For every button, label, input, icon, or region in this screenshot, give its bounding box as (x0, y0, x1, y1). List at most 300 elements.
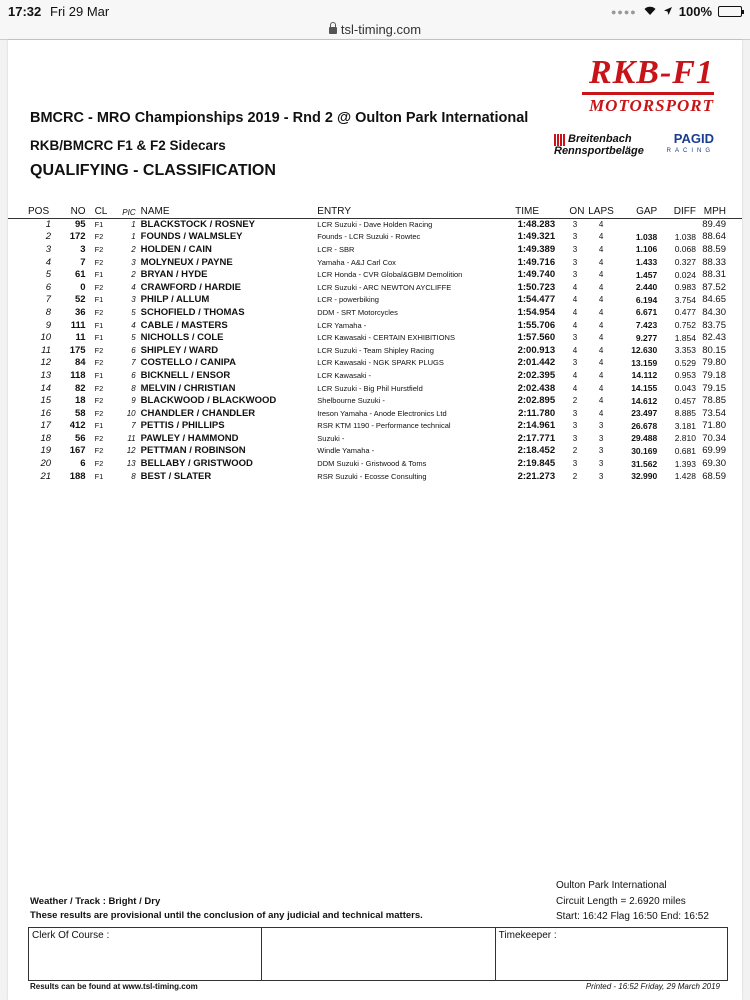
cell-gap: 29.488 (631, 433, 658, 444)
cell-mph: 84.30 (702, 306, 726, 318)
cell-mph: 78.85 (702, 395, 726, 407)
battery-icon (718, 6, 742, 17)
cell-laps: 4 (598, 396, 604, 406)
cell-laps: 4 (598, 370, 604, 380)
cell-mph: 79.18 (702, 369, 726, 381)
signature-box (28, 927, 728, 981)
cell-time: 1:49.740 (517, 269, 556, 281)
table-body (8, 218, 742, 482)
cell-entry: Yamaha - A&J Carl Cox (317, 257, 396, 267)
cell-pos: 8 (45, 306, 52, 318)
cell-gap: 1.457 (635, 269, 658, 280)
cell-pic: 6 (131, 370, 136, 380)
cell-pic: 1 (131, 220, 136, 230)
cell-entry: LCR Kawasaki - NGK SPARK PLUGS (317, 358, 444, 368)
table-row (8, 394, 742, 407)
table-row (8, 294, 742, 307)
cell-cl: F2 (94, 244, 104, 254)
cell-mph: 87.52 (702, 281, 726, 293)
cell-laps: 3 (598, 433, 604, 443)
results-document (8, 40, 742, 1000)
col-cl: CL (86, 202, 121, 218)
cell-on: 2 (572, 471, 578, 481)
cell-entry: Shelbourne Suzuki - (317, 396, 385, 406)
cell-on: 3 (572, 408, 578, 418)
cell-on: 3 (572, 232, 578, 242)
cell-diff: 3.353 (674, 345, 696, 356)
results-url-text: Results can be found at www.tsl-timing.com (30, 982, 198, 991)
cell-time: 2:02.395 (517, 369, 556, 381)
cell-entry: LCR Suzuki - Team Shipley Racing (317, 345, 434, 355)
cell-pos: 10 (40, 332, 52, 344)
cell-laps: 4 (598, 257, 604, 267)
cell-gap: 26.678 (631, 420, 658, 431)
cell-cl: F2 (94, 345, 104, 355)
cell-mph: 88.31 (702, 269, 726, 281)
table-row (8, 407, 742, 420)
cell-entry: LCR - powerbiking (317, 295, 379, 305)
cell-cl: F1 (94, 220, 104, 230)
cell-diff: 0.043 (674, 383, 696, 394)
cell-name: PHILP / ALLUM (140, 294, 210, 306)
table-row (8, 281, 742, 294)
cell-diff: 2.810 (674, 433, 696, 444)
cell-name: BEST / SLATER (140, 470, 212, 482)
cell-on: 4 (572, 282, 578, 292)
cell-mph: 69.99 (702, 445, 726, 457)
cell-pos: 14 (40, 382, 52, 394)
cell-time: 1:48.283 (517, 219, 556, 231)
cell-entry: LCR - SBR (317, 244, 355, 254)
cell-no: 0 (80, 281, 86, 293)
cell-cl: F1 (94, 320, 104, 330)
cell-cl: F2 (94, 282, 104, 292)
timekeeper-cell: Timekeeper : (498, 930, 557, 941)
cell-laps: 4 (598, 232, 604, 242)
cell-laps: 4 (598, 358, 604, 368)
cell-cl: F2 (94, 459, 104, 469)
cell-no: 11 (75, 332, 86, 344)
cell-laps: 3 (598, 446, 604, 456)
cell-pic: 9 (131, 396, 136, 406)
table-row (8, 420, 742, 433)
col-on: ON (555, 202, 585, 218)
table-row (8, 369, 742, 382)
event-title: BMCRC - MRO Championships 2019 - Rnd 2 @ Oulton Park International (30, 110, 529, 126)
cell-entry: LCR Suzuki - Big Phil Hurstfield (317, 383, 423, 393)
cell-time: 1:49.716 (517, 256, 556, 268)
cell-pic: 3 (131, 295, 136, 305)
cell-on: 3 (572, 459, 578, 469)
cell-on: 3 (572, 358, 578, 368)
cell-cl: F1 (94, 270, 104, 280)
col-no: NO (59, 202, 86, 218)
cell-pic: 4 (131, 320, 136, 330)
cell-gap: 13.159 (631, 357, 658, 368)
cell-on: 4 (572, 307, 578, 317)
cell-name: COSTELLO / CANIPA (140, 357, 236, 369)
cell-pic: 1 (131, 232, 136, 242)
cell-no: 3 (80, 243, 86, 255)
cell-pic: 10 (126, 408, 136, 418)
cell-on: 4 (572, 295, 578, 305)
col-time: TIME (507, 202, 555, 218)
col-laps: LAPS (585, 202, 618, 218)
cell-name: BLACKSTOCK / ROSNEY (140, 219, 256, 231)
cell-cl: F2 (94, 433, 104, 443)
cell-pos: 2 (45, 231, 52, 243)
cell-laps: 4 (598, 295, 604, 305)
cell-laps: 4 (598, 307, 604, 317)
cell-gap: 7.423 (635, 320, 658, 331)
cell-time: 2:00.913 (517, 344, 556, 356)
col-name: NAME (139, 202, 318, 218)
table-row (8, 357, 742, 370)
cell-no: 82 (74, 382, 86, 394)
table-row (8, 445, 742, 458)
cell-diff: 0.983 (674, 282, 696, 293)
cell-gap: 31.562 (631, 458, 658, 469)
cell-name: PAWLEY / HAMMOND (140, 432, 239, 444)
cell-pos: 20 (40, 458, 52, 470)
cell-mph: 79.80 (702, 357, 726, 369)
address-bar[interactable] (0, 22, 750, 40)
cell-diff: 3.181 (674, 420, 696, 431)
cell-on: 4 (572, 320, 578, 330)
cell-entry: LCR Kawasaki - CERTAIN EXHIBITIONS (317, 333, 455, 343)
cell-cl: F2 (94, 232, 104, 242)
cell-time: 1:49.389 (517, 243, 556, 255)
cell-entry: LCR Honda - CVR Global&GBM Demolition (317, 270, 463, 280)
weather-text: Weather / Track : Bright / Dry (30, 896, 161, 907)
cell-entry: LCR Kawasaki - (317, 370, 372, 380)
cell-cl: F2 (94, 307, 104, 317)
status-indicators (611, 4, 742, 19)
cell-diff: 0.477 (674, 307, 696, 318)
url-text: tsl-timing.com (340, 22, 422, 37)
cell-time: 1:50.723 (517, 281, 556, 293)
cell-pos: 3 (45, 243, 52, 255)
cell-name: SHIPLEY / WARD (140, 344, 219, 356)
battery-percent: 100% (678, 4, 712, 19)
cell-cl: F1 (94, 295, 104, 305)
cell-no: 118 (70, 369, 86, 381)
table-row (8, 306, 742, 319)
cell-mph: 83.75 (702, 319, 726, 331)
cell-mph: 73.54 (702, 407, 726, 419)
cell-laps: 4 (598, 270, 604, 280)
cell-pos: 21 (40, 470, 52, 482)
cell-no: 61 (74, 269, 86, 281)
col-pos: POS (8, 202, 59, 218)
cell-time: 2:14.961 (517, 420, 556, 432)
cell-gap: 1.038 (635, 231, 658, 242)
cell-gap: 1.106 (635, 244, 658, 255)
cell-entry: LCR Suzuki - Dave Holden Racing (317, 220, 433, 230)
cell-laps: 3 (598, 421, 604, 431)
cell-no: 111 (70, 319, 86, 331)
cell-diff: 0.681 (674, 445, 696, 456)
cell-gap: 2.440 (635, 282, 658, 293)
cell-pic: 5 (131, 333, 136, 343)
cell-on: 3 (572, 333, 578, 343)
cell-cl: F2 (94, 408, 104, 418)
cell-pos: 7 (45, 294, 52, 306)
cell-name: BLACKWOOD / BLACKWOOD (140, 395, 277, 407)
cell-time: 2:18.452 (517, 445, 556, 457)
cell-mph: 88.33 (702, 256, 726, 268)
cell-pic: 2 (131, 270, 136, 280)
cell-on: 4 (572, 383, 578, 393)
cell-pos: 4 (45, 256, 52, 268)
cell-no: 18 (74, 395, 86, 407)
cell-gap: 14.112 (631, 370, 658, 381)
cell-mph: 68.59 (702, 470, 726, 482)
cell-on: 3 (572, 433, 578, 443)
cell-cl: F2 (94, 446, 104, 456)
cell-no: 7 (80, 256, 86, 268)
cell-time: 1:49.321 (517, 231, 556, 243)
circuit-info (556, 878, 709, 925)
cell-name: NICHOLLS / COLE (140, 332, 224, 344)
cell-cl: F2 (94, 257, 104, 267)
col-entry: ENTRY (317, 202, 507, 218)
table-row (8, 243, 742, 256)
col-pic: PIC (120, 202, 138, 218)
cell-time: 2:11.780 (518, 407, 556, 419)
cell-no: 95 (74, 219, 86, 231)
table-row (8, 344, 742, 357)
col-mph: MPH (696, 202, 742, 218)
cell-pic: 6 (131, 345, 136, 355)
cell-no: 172 (69, 231, 86, 243)
cell-on: 3 (572, 220, 578, 230)
cell-name: SCHOFIELD / THOMAS (140, 306, 245, 318)
circuit-name: Oulton Park International (556, 880, 667, 891)
cell-name: PETTIS / PHILLIPS (140, 420, 225, 432)
cell-diff: 1.854 (674, 332, 696, 343)
cell-time: 1:55.706 (517, 319, 556, 331)
cell-cl: F2 (94, 383, 104, 393)
cell-pos: 11 (41, 344, 52, 356)
cell-no: 412 (69, 420, 86, 432)
logo-sub-text: MOTORSPORT (589, 96, 714, 115)
table-row (8, 268, 742, 281)
cell-time: 2:02.438 (517, 382, 556, 394)
table-row (8, 432, 742, 445)
cell-gap (617, 218, 657, 231)
cell-entry: Ireson Yamaha - Anode Electronics Ltd (317, 408, 447, 418)
cell-mph: 88.59 (702, 243, 726, 255)
cell-pos: 6 (45, 281, 52, 293)
cell-no: 167 (69, 445, 86, 457)
cell-mph: 84.65 (702, 294, 726, 306)
session-title: QUALIFYING - CLASSIFICATION (30, 162, 276, 179)
table-row (8, 382, 742, 395)
cell-gap: 30.169 (631, 445, 658, 456)
cell-diff: 1.038 (674, 231, 696, 242)
cell-time: 1:54.954 (517, 306, 556, 318)
logo-main-text: RKB-F1 (588, 54, 714, 91)
cell-on: 2 (572, 396, 578, 406)
cell-entry: Suzuki - (317, 433, 345, 443)
cell-pos: 13 (40, 369, 52, 381)
cellular-signal-icon: ●●●● (611, 6, 637, 17)
cell-name: HOLDEN / CAIN (140, 243, 212, 255)
table-row (8, 231, 742, 244)
cell-laps: 4 (598, 320, 604, 330)
cell-pic: 8 (131, 383, 136, 393)
cell-mph: 69.30 (702, 458, 726, 470)
cell-laps: 4 (598, 220, 604, 230)
cell-diff: 0.068 (674, 244, 696, 255)
cell-on: 2 (572, 446, 578, 456)
pagid-logo: PAGID RACING (666, 131, 714, 154)
cell-diff: 1.428 (674, 471, 696, 482)
cell-on: 3 (572, 244, 578, 254)
cell-mph: 71.80 (702, 420, 726, 432)
cell-pos: 12 (40, 357, 52, 369)
table-row (8, 331, 742, 344)
cell-gap: 14.155 (631, 383, 658, 394)
cell-no: 188 (69, 470, 86, 482)
session-times: Start: 16:42 Flag 16:50 End: 16:52 (556, 911, 709, 922)
cell-on: 4 (572, 345, 578, 355)
sponsor-logos (554, 132, 714, 168)
blank-signature-cell (262, 928, 495, 980)
cell-diff (657, 218, 696, 231)
printed-timestamp: Printed - 16:52 Friday, 29 March 2019 (585, 982, 720, 991)
cell-name: CRAWFORD / HARDIE (140, 281, 241, 293)
table-row (8, 470, 742, 483)
cell-pos: 5 (45, 269, 52, 281)
location-arrow-icon (663, 4, 673, 19)
cell-mph: 88.64 (702, 231, 726, 243)
col-gap: GAP (617, 202, 657, 218)
cell-diff: 0.953 (674, 370, 696, 381)
cell-name: MELVIN / CHRISTIAN (140, 382, 236, 394)
status-time: 17:32 (8, 4, 42, 19)
cell-laps: 4 (598, 333, 604, 343)
cell-gap: 23.497 (631, 408, 658, 419)
cell-time: 2:01.442 (517, 357, 556, 369)
cell-diff: 3.754 (674, 294, 696, 305)
cell-pos: 1 (45, 219, 52, 231)
cell-diff: 0.529 (674, 357, 696, 368)
status-date: Fri 29 Mar (50, 4, 110, 19)
cell-gap: 32.990 (631, 471, 658, 482)
cell-gap: 1.433 (635, 257, 658, 268)
cell-pic: 13 (126, 459, 136, 469)
logo-divider (582, 92, 714, 95)
cell-pic: 5 (131, 307, 136, 317)
cell-no: 175 (69, 344, 86, 356)
cell-laps: 3 (598, 459, 604, 469)
cell-entry: RSR KTM 1190 - Performance technical (317, 421, 451, 431)
table-row (8, 457, 742, 470)
cell-name: FOUNDS / WALMSLEY (140, 231, 243, 243)
cell-pic: 4 (131, 282, 136, 292)
cell-no: 6 (80, 458, 86, 470)
cell-laps: 4 (598, 282, 604, 292)
cell-pos: 18 (40, 432, 52, 444)
breitenbach-logo: Breitenbach Rennsportbeläge (554, 133, 644, 157)
cell-time: 2:19.845 (517, 458, 556, 470)
cell-pic: 7 (131, 358, 136, 368)
cell-laps: 3 (598, 471, 604, 481)
cell-name: BELLABY / GRISTWOOD (140, 458, 253, 470)
cell-pic: 11 (127, 433, 136, 443)
cell-pos: 9 (45, 319, 52, 331)
clerk-of-course-cell: Clerk Of Course : (29, 928, 262, 980)
cell-diff: 8.885 (674, 408, 696, 419)
cell-diff: 0.457 (674, 395, 696, 406)
cell-diff: 0.752 (674, 320, 696, 331)
cell-name: BRYAN / HYDE (140, 269, 208, 281)
rkb-f1-logo (564, 56, 714, 116)
cell-mph: 70.34 (702, 432, 726, 444)
table-header-row (8, 202, 742, 218)
classification-table (8, 202, 742, 482)
cell-entry: LCR Yamaha - (317, 320, 367, 330)
cell-mph: 82.43 (702, 332, 726, 344)
lock-icon (329, 27, 337, 34)
cell-on: 4 (572, 370, 578, 380)
cell-name: MOLYNEUX / PAYNE (140, 256, 233, 268)
cell-entry: Windle Yamaha - (317, 446, 375, 456)
cell-entry: LCR Suzuki - ARC NEWTON AYCLIFFE (317, 282, 452, 292)
cell-pos: 16 (40, 407, 52, 419)
cell-pos: 19 (40, 445, 52, 457)
cell-no: 52 (74, 294, 86, 306)
cell-gap: 12.630 (631, 345, 658, 356)
cell-diff: 1.393 (674, 458, 696, 469)
cell-laps: 4 (598, 383, 604, 393)
cell-no: 56 (74, 432, 86, 444)
circuit-length: Circuit Length = 2.6920 miles (556, 895, 686, 907)
cell-no: 84 (74, 357, 86, 369)
cell-diff: 0.024 (674, 269, 696, 280)
cell-time: 1:57.560 (517, 332, 556, 344)
class-title: RKB/BMCRC F1 & F2 Sidecars (30, 138, 226, 153)
table-row (8, 256, 742, 269)
cell-time: 2:02.895 (517, 395, 556, 407)
cell-pos: 15 (40, 395, 52, 407)
cell-pic: 3 (131, 257, 136, 267)
cell-entry: DDM - SRT Motorcycles (317, 307, 398, 317)
cell-cl: F2 (94, 358, 104, 368)
cell-gap: 14.612 (631, 395, 658, 406)
cell-time: 2:17.771 (517, 432, 556, 444)
cell-gap: 6.194 (635, 294, 658, 305)
cell-name: PETTMAN / ROBINSON (140, 445, 246, 457)
cell-mph: 80.15 (702, 344, 726, 356)
table-row (8, 218, 742, 231)
cell-pic: 7 (131, 421, 136, 431)
cell-on: 3 (572, 270, 578, 280)
cell-on: 3 (572, 421, 578, 431)
cell-pic: 2 (131, 244, 136, 254)
cell-laps: 4 (598, 408, 604, 418)
cell-name: CHANDLER / CHANDLER (140, 407, 256, 419)
cell-mph: 79.15 (702, 382, 726, 394)
cell-laps: 4 (598, 244, 604, 254)
cell-entry: Founds - LCR Suzuki - Rowtec (317, 232, 421, 242)
wifi-icon (643, 4, 657, 19)
cell-gap: 6.671 (635, 307, 658, 318)
cell-time: 1:54.477 (517, 294, 556, 306)
cell-no: 36 (74, 306, 86, 318)
